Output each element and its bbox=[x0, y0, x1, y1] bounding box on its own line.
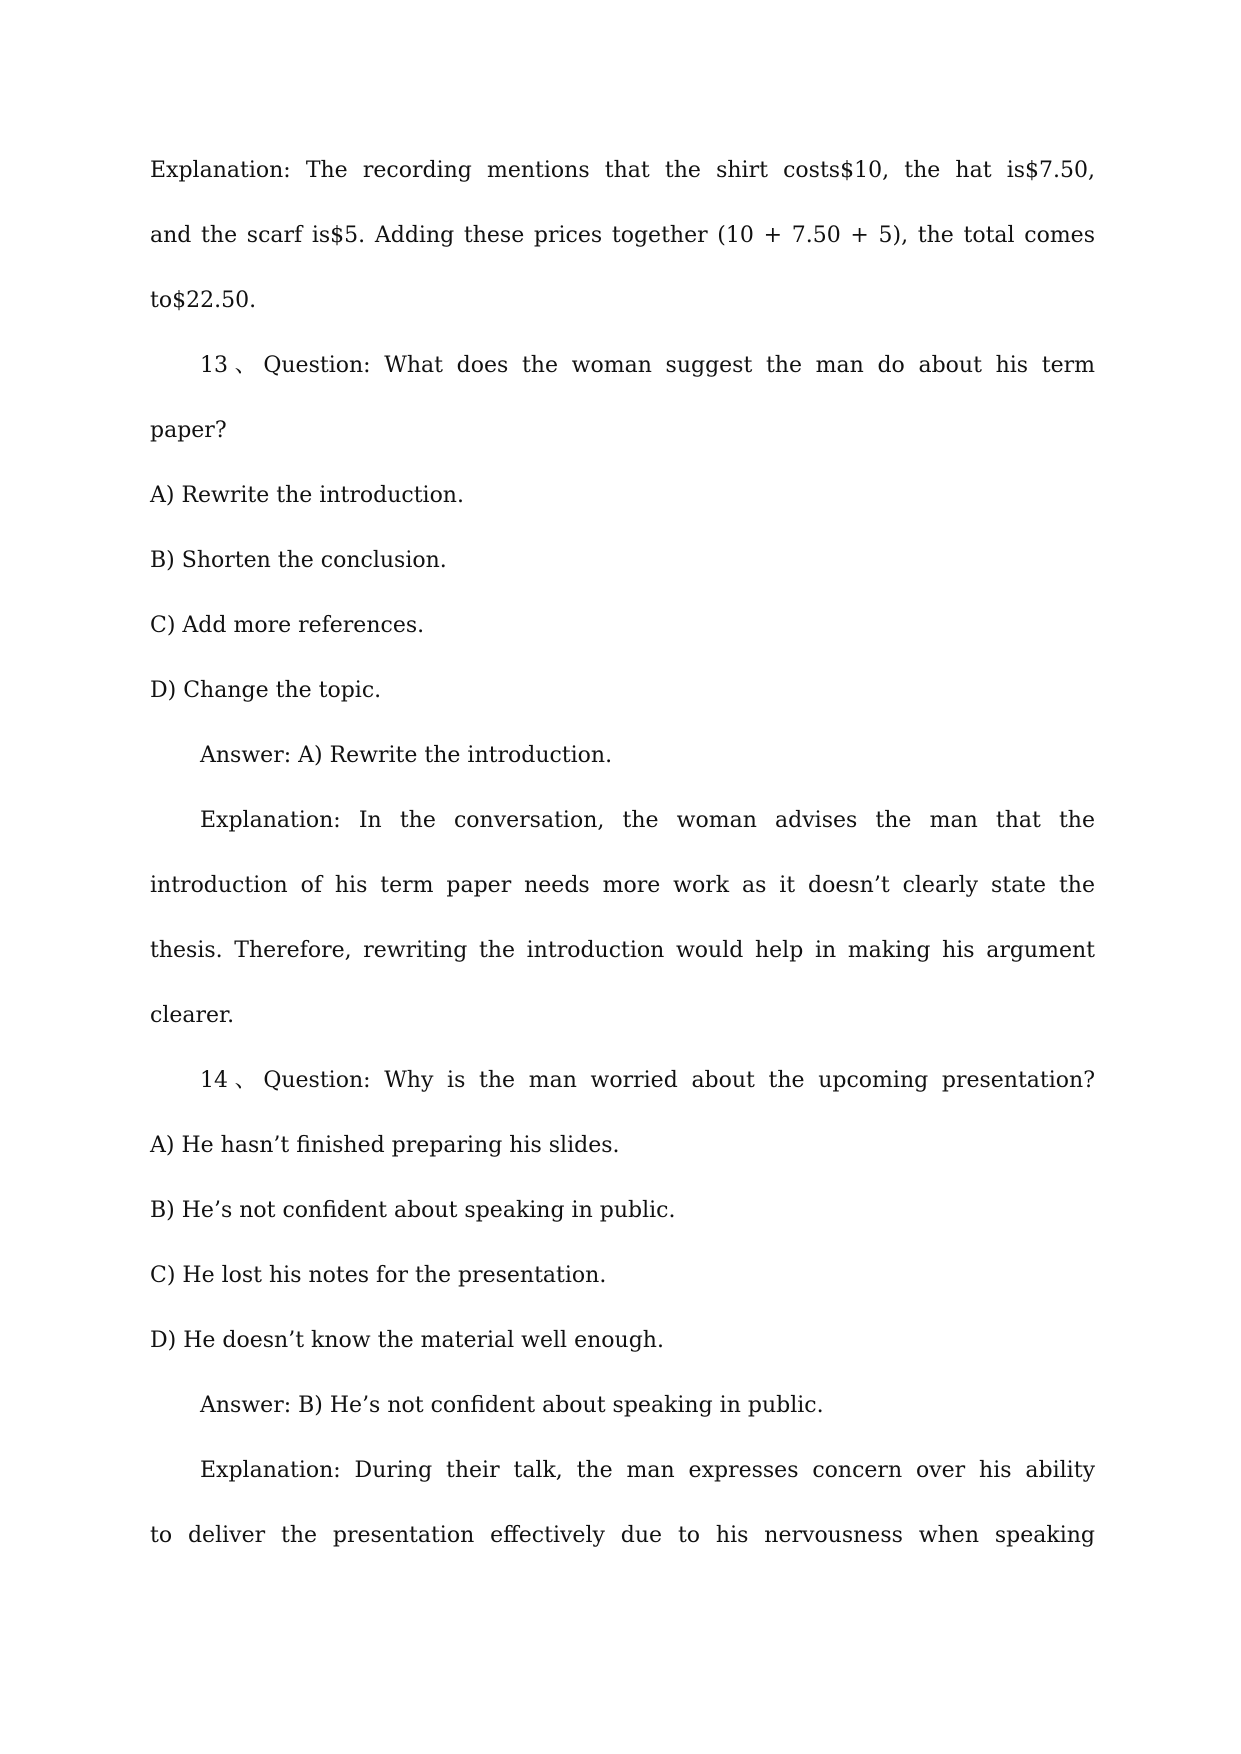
text-line: paper? bbox=[150, 418, 227, 443]
text-line: to$22.50. bbox=[150, 288, 257, 313]
text-line: clearer. bbox=[150, 1003, 235, 1028]
option-d: D) He doesn’t know the material well enough. bbox=[150, 1328, 664, 1353]
answer-14: Answer: B) He’s not confident about speaking in public. bbox=[200, 1393, 824, 1418]
document-body bbox=[150, 138, 1095, 1568]
text-line: thesis. Therefore, rewriting the introduction would help in making his argument bbox=[150, 938, 1095, 963]
question-14-line: 14、Question: Why is the man worried about the upcoming presentation? bbox=[200, 1068, 1095, 1093]
option-c: C) Add more references. bbox=[150, 613, 425, 638]
option-a: A) Rewrite the introduction. bbox=[150, 483, 464, 508]
option-b: B) Shorten the conclusion. bbox=[150, 548, 447, 573]
explanation-14-line: Explanation: During their talk, the man expresses concern over his ability bbox=[200, 1458, 1095, 1483]
text-line: introduction of his term paper needs more work as it doesn’t clearly state the bbox=[150, 873, 1095, 898]
text-line: to deliver the presentation effectively due to his nervousness when speaking bbox=[150, 1523, 1095, 1548]
text-line: and the scarf is$5. Adding these prices together (10 + 7.50 + 5), the total comes bbox=[150, 223, 1095, 248]
explanation-13-line: Explanation: In the conversation, the woman advises the man that the bbox=[200, 808, 1095, 833]
option-b: B) He’s not confident about speaking in public. bbox=[150, 1198, 676, 1223]
option-c: C) He lost his notes for the presentation. bbox=[150, 1263, 607, 1288]
question-13-line: 13、Question: What does the woman suggest the man do about his term bbox=[200, 353, 1095, 378]
option-d: D) Change the topic. bbox=[150, 678, 382, 703]
answer-13: Answer: A) Rewrite the introduction. bbox=[200, 743, 613, 768]
text-line: Explanation: The recording mentions that the shirt costs$10, the hat is$7.50, bbox=[150, 158, 1095, 183]
option-a: A) He hasn’t finished preparing his slides. bbox=[150, 1133, 620, 1158]
